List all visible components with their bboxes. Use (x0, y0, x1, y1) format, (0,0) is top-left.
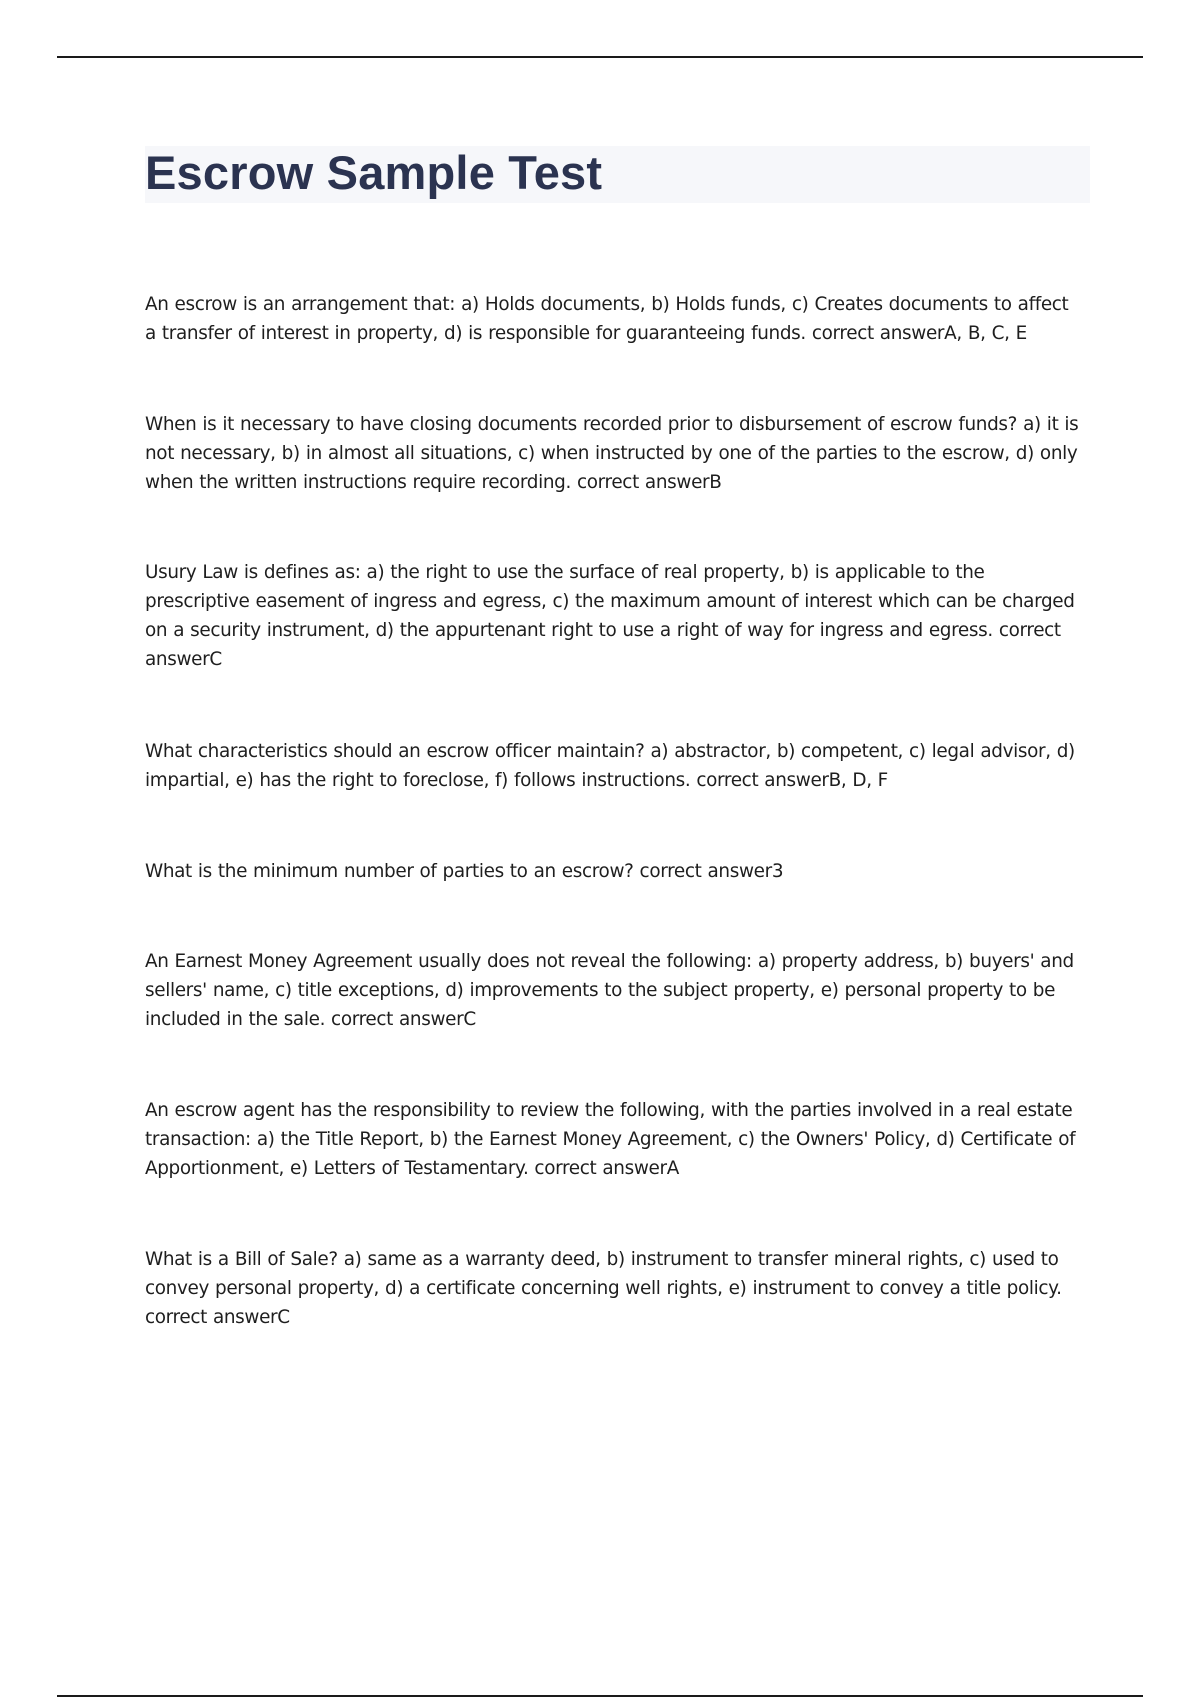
question-item: What is a Bill of Sale? a) same as a warranty deed, b) instrument to transfer mineral rights, c) used to convey personal property, d) a certificate concerning well rights, e) instrument to convey a title policy. correct answerC (145, 1249, 1062, 1328)
question-item: When is it necessary to have closing documents recorded prior to disbursement of escrow funds? a) it is not necessary, b) in almost all situations, c) when instructed by one of the parties to the escrow, d) only when the written instructions require recording. correct answerB (145, 414, 1079, 493)
question-item: What is the minimum number of parties to an escrow? correct answer3 (145, 861, 784, 882)
question-item: Usury Law is defines as: a) the right to use the surface of real property, b) is applicable to the prescriptive easement of ingress and egress, c) the maximum amount of interest which can be charged on a security instrument, d) the appurtenant right to use a right of way for ingress and egress. correct answerC (145, 562, 1075, 670)
bottom-rule (57, 1695, 1143, 1697)
question-item: An escrow is an arrangement that: a) Holds documents, b) Holds funds, c) Creates documents to affect a transfer of interest in property, d) is responsible for guaranteeing funds. correct answerA, B, C, E (145, 294, 1069, 344)
question-item: What characteristics should an escrow officer maintain? a) abstractor, b) competent, c) legal advisor, d) impartial, e) has the right to foreclose, f) follows instructions. correct answerB, D, F (145, 741, 1075, 791)
question-item: An Earnest Money Agreement usually does not reveal the following: a) property address, b) buyers' and sellers' name, c) title exceptions, d) improvements to the subject property, e) personal property to be included in the sale. correct answerC (145, 951, 1074, 1030)
top-rule (57, 56, 1143, 58)
document-title: Escrow Sample Test (145, 146, 603, 199)
question-item: An escrow agent has the responsibility to review the following, with the parties involved in a real estate transaction: a) the Title Report, b) the Earnest Money Agreement, c) the Owners' Policy, d) Certificate of Apportionment, e) Letters of Testamentary. correct answerA (145, 1100, 1076, 1179)
